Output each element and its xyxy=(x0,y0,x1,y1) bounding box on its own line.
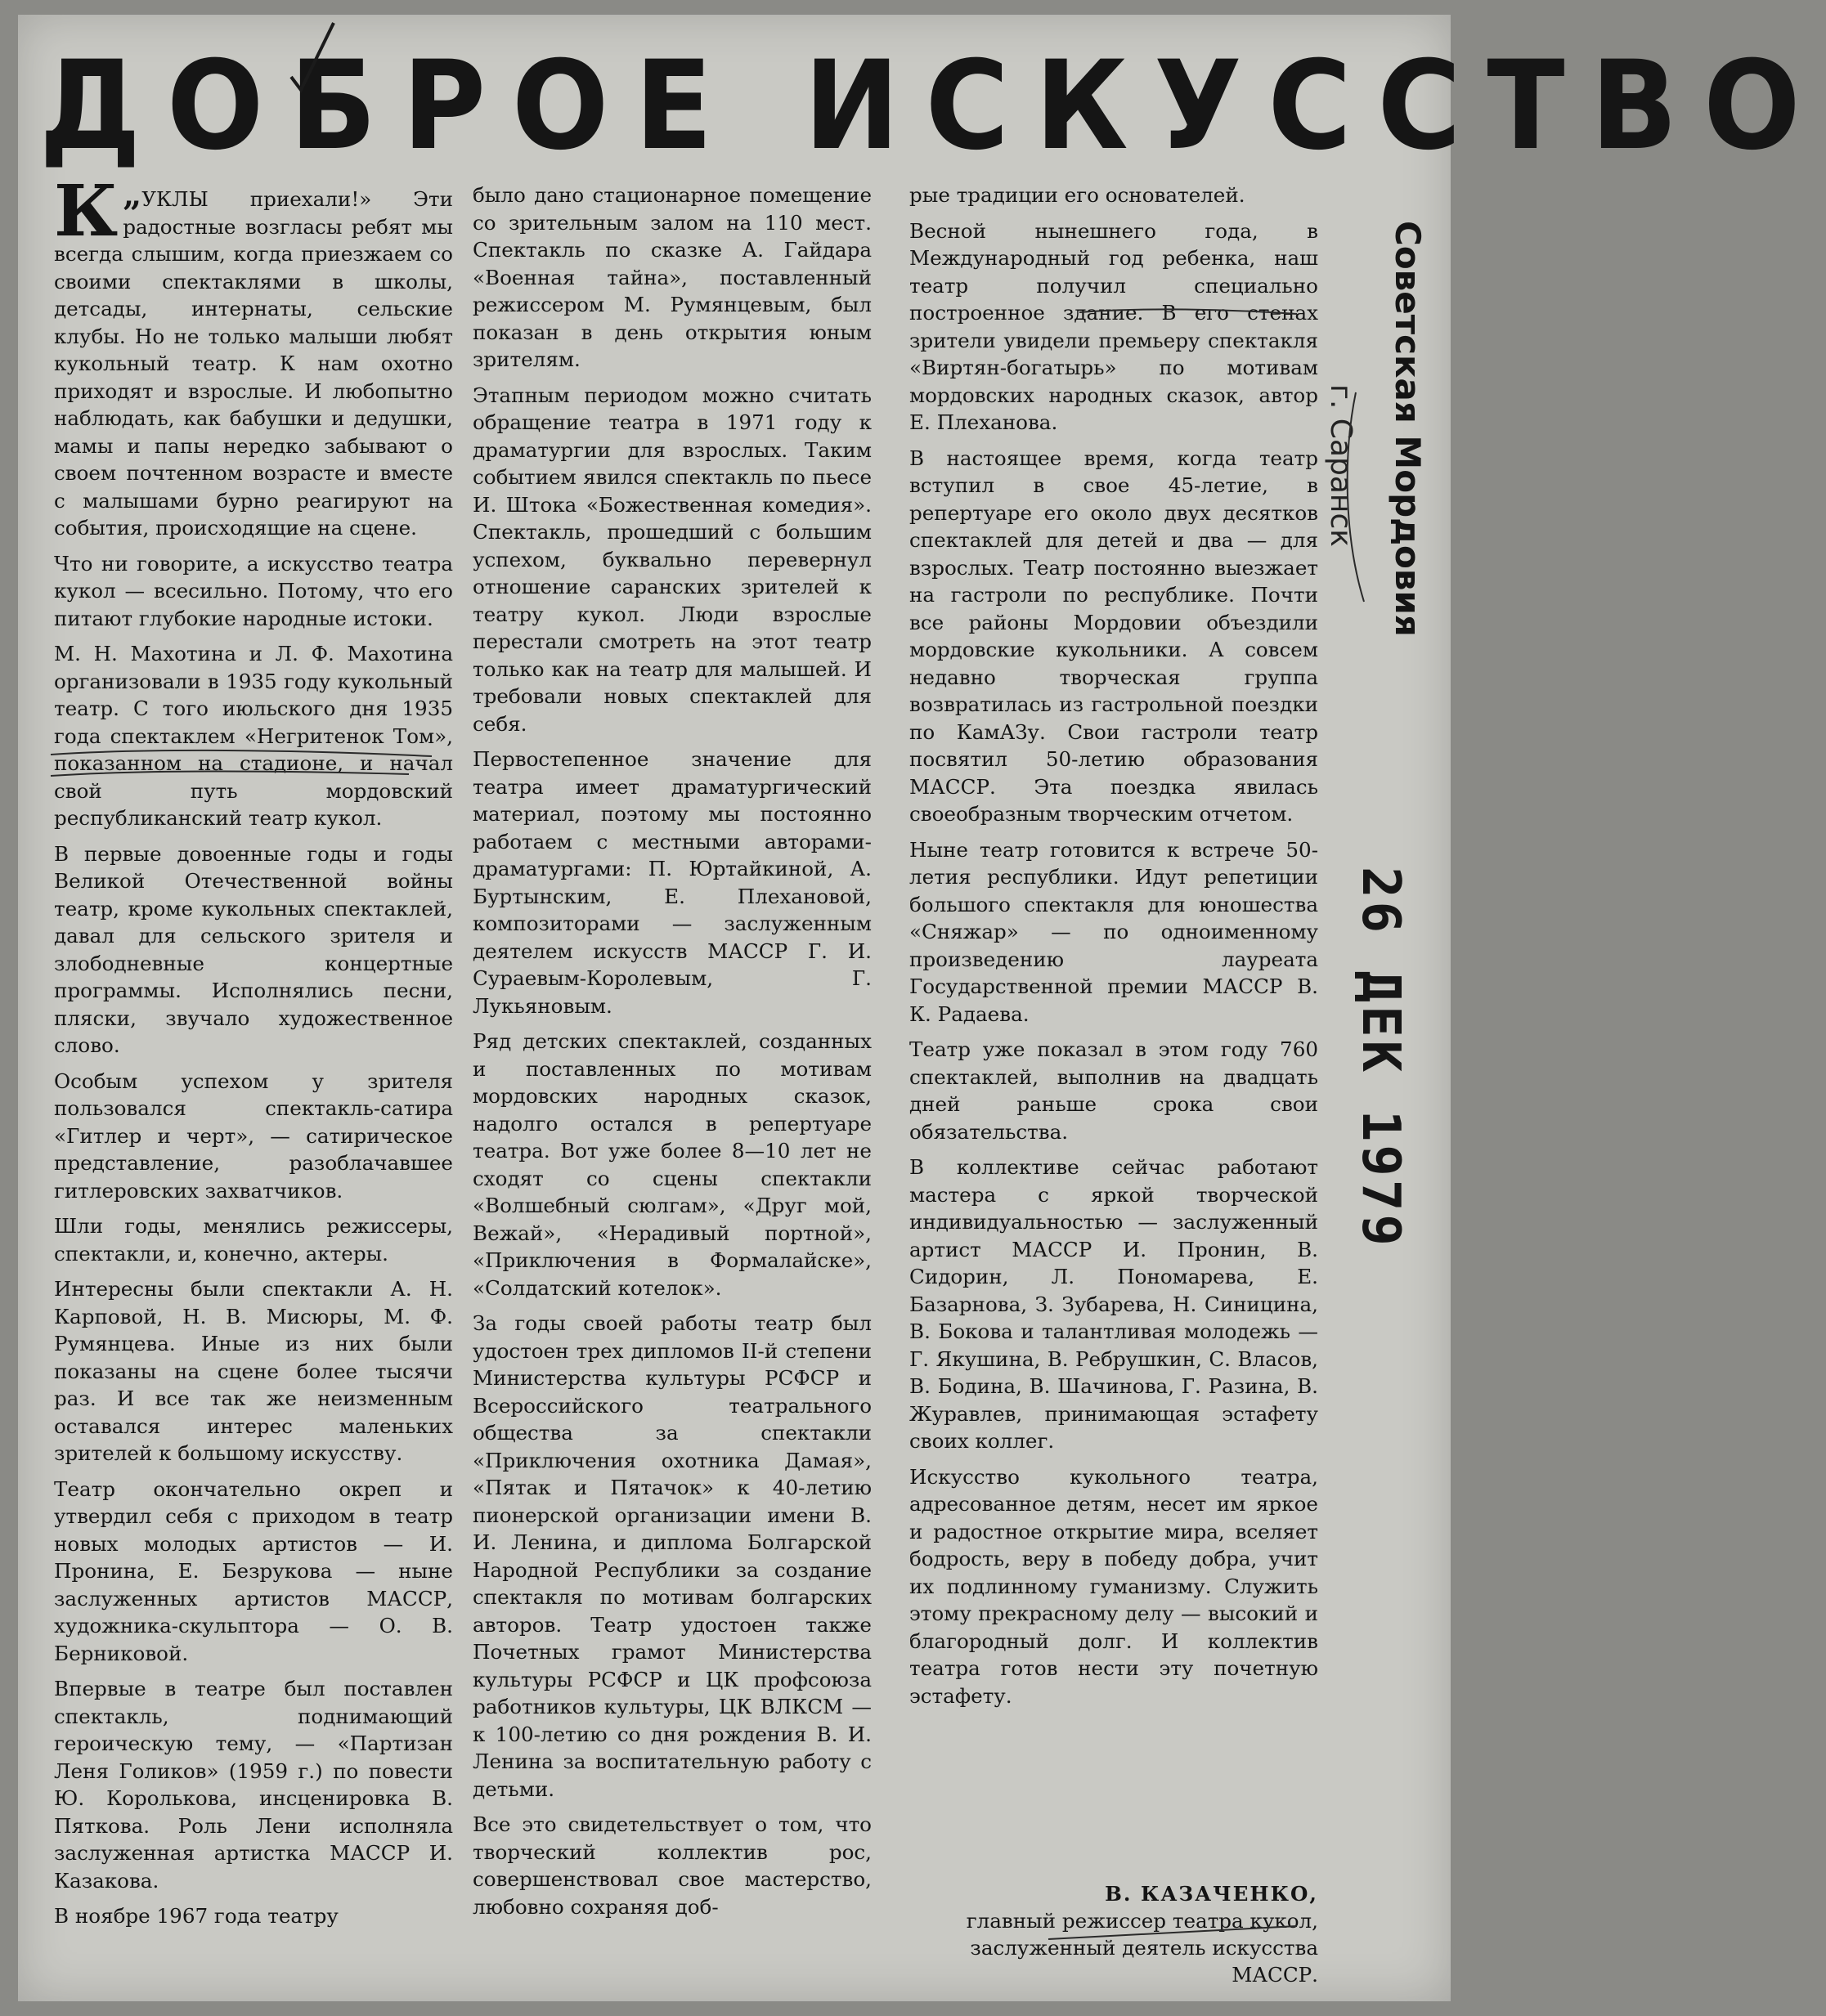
paragraph: Что ни говорите, а искусство театра кукол — всесильно. Потому, что его питают глубокие народные истоки. xyxy=(54,551,453,630)
paragraph: Ныне театр готовится к встрече 50-летия республики. Идут репетиции большого спектакля для юношества «Сняжар» — по одноименному произведению лауреата Государственной премии МАССР В. К. Радаева. xyxy=(909,837,1318,1026)
date-stamp: 26 ДЕК 1979 xyxy=(1350,867,1411,1249)
source-city: г. Саранск xyxy=(1324,384,1357,547)
article-column-2 xyxy=(473,181,872,1920)
paragraph: рые традиции его основателей. xyxy=(909,183,1245,207)
paragraph: было дано стационарное помещение со зрительным залом на 110 мест. Спектакль по сказке А. Гайдара «Военная тайна», поставленный режиссером М. Румянцевым, был показан в день открытия юным зрителям. xyxy=(473,183,872,371)
paragraph: Этапным периодом можно считать обращение театра в 1971 году к драматургии для взрослых. Таким событием явился спектакль по пьесе И. Штока «Божественная комедия». Спектакль, прошедший с большим успехом, буквально перевернул отношение саранских зрителей к театру кукол. Люди взрослые перестали смотреть на этот театр только как на театр для малышей. И требовали новых спектаклей для себя. xyxy=(473,383,872,736)
paragraph: За годы своей работы театр был удостоен трех дипломов II-й степени Министерства культуры РСФСР и Всероссийского театрального общества за спектакли «Приключения охотника Дамая», «Пятак и Пятачок» к 40-летию пионерской организации имени В. И. Ленина, и диплома Болгарской Народной Республики за создание спектакля по мотивам болгарских авторов. Театр удостоен также Почетных грамот Министерства культуры РСФСР и ЦК профсоюза работников культуры, ЦК ВЛКСМ — к 100-летию со дня рождения В. И. Ленина за воспитательную работу с детьми. xyxy=(473,1311,872,1801)
paragraph: Ряд детских спектаклей, созданных и поставленных по мотивам мордовских народных сказок, надолго остался в репертуаре театра. Вот уже более 8—10 лет не сходят со сцены спектакли «Волшебный сюлгам», «Друг мой, Вежай», «Нерадивый портной», «Приключения в Формалайске», «Солдатский котелок». xyxy=(473,1029,872,1300)
pen-bracket-stamp xyxy=(1339,391,1372,603)
author-name: В. КАЗАЧЕНКО, xyxy=(1105,1882,1318,1906)
paragraph: М. Н. Махотина и Л. Ф. Махотина организовали в 1935 году кукольный театр. С того июльского дня 1935 года спектаклем «Негритенок Том», показанном на стадионе, и начал свой путь мордовский республиканский театр кукол. xyxy=(54,642,453,830)
paragraph: В настоящее время, когда театр вступил в свое 45-летие, в репертуаре его около двух десятков спектаклей для детей и два — для взрослых. Театр постоянно выезжает на гастроли по республике. Почти все районы Мордовии объездили мордовские кукольники. А совсем недавно творческая группа возвратилась из гастрольной поездки по КамАЗу. Свои гастроли театр посвятил 50-летию образования МАССР. Эта поездка явилась своеобразным творческим отчетом. xyxy=(909,446,1318,826)
paragraph: Особым успехом у зрителя пользовался спектакль-сатира «Гитлер и черт», — сатирическое представление, разоблачавшее гитлеровских захватчиков. xyxy=(54,1068,453,1203)
headline: ДОБРОЕ ИСКУССТВО xyxy=(39,35,1826,177)
pen-underline-signature xyxy=(1047,1923,1300,1944)
pen-checkmark xyxy=(288,20,337,93)
paragraph: В первые довоенные годы и годы Великой Отечественной войны театр, кроме кукольных спектаклей, давал для сельского зрителя и злободневные концертные программы. Исполнялись песни, пляски, звучало художественное слово. xyxy=(54,841,453,1057)
paragraph: Первостепенное значение для театра имеет драматургический материал, поэтому мы постоянно работаем с местными авторами-драматургами: П. Юртайкиной, А. Буртынским, Е. Плехановой, композиторами — заслуженным деятелем искусств МАССР Г. И. Сураевым-Королевым, Г. Лукьяновым. xyxy=(473,747,872,1018)
paragraph: Театр окончательно окреп и утвердил себя с приходом в театр новых молодых артистов — И. Пронина, Е. Безрукова — ныне заслуженных артистов МАССР, художника-скульптора — О. В. Берниковой. xyxy=(54,1476,453,1665)
source-newspaper: Советская Мордовия xyxy=(1388,221,1428,637)
paragraph xyxy=(54,170,453,542)
paragraph: Интересны были спектакли А. Н. Карповой, Н. В. Мисюры, М. Ф. Румянцева. Иные из них были показаны на сцене более тысячи раз. И все так же неизменным оставался интерес маленьких зрителей к большому искусству. xyxy=(54,1277,453,1465)
paragraph: Искусство кукольного театра, адресованное детям, несет им яркое и радостное открытие мира, вселяет бодрость, веру в победу добра, учит их подлинному гуманизму. Служить этому прекрасному делу — высокий и благородный долг. И коллектив театра готов нести эту почетную эстафету. xyxy=(909,1464,1318,1708)
source-stamp xyxy=(1390,221,1441,679)
pen-underline-col3 xyxy=(1078,304,1299,320)
paragraph: Шли годы, менялись режиссеры, спектакли, и, конечно, актеры. xyxy=(54,1214,453,1266)
paragraph: Театр уже показал в этом году 760 спектаклей, выполнив на двадцать дней раньше срока свои обязательства. xyxy=(909,1037,1318,1144)
opening-quote: „ xyxy=(123,176,142,214)
paragraph-text: УКЛЫ приехали!» Эти радостные возгласы ребят мы всегда слышим, когда приезжаем со своими спектаклями в школы, детсады, интернаты, сельские клубы. Но не только малыши любят кукольный театр. К нам охотно приходят и взрослые. И любопытно наблюдать, как бабушки и дедушки, мамы и папы нередко забывают о своем почтенном возрасте и вместе с малышами бурно реагируют на события, происходящие на сцене. xyxy=(54,187,453,540)
author-title: главный режиссер театра кукол, заслуженный деятель искусства МАССР. xyxy=(966,1909,1318,1987)
paragraph: Весной нынешнего года, в Международный год ребенка, наш театр получил специально построенное здание. В его стенах зрители увидели премьеру спектакля «Виртян-богатырь» по мотивам мордовских народных сказок, автор Е. Плеханова. xyxy=(909,218,1318,434)
paragraph: В коллективе сейчас работают мастера с яркой творческой индивидуальностью — заслуженный артист МАССР И. Пронин, В. Сидорин, Л. Пономарева, Е. Базарнова, З. Зубарева, Н. Синицина, В. Бокова и талантливая молодежь — Г. Якушина, В. Ребрушкин, С. Власов, В. Бодина, В. Шачинова, Г. Разина, В. Журавлев, принимающая эстафету своих коллег. xyxy=(909,1155,1318,1453)
paragraph: Впервые в театре был поставлен спектакль, поднимающий героическую тему, — «Партизан Леня Голиков» (1959 г.) по повести Ю. Королькова, инсценировка В. Пяткова. Роль Лени исполняла заслуженная артистка МАССР И. Казакова. xyxy=(54,1677,453,1893)
paragraph: Все это свидетельствует о том, что творческий коллектив рос, совершенствовал свое мастерство, любовно сохраняя доб- xyxy=(473,1812,872,1919)
pen-underline-col1 xyxy=(49,746,433,779)
drop-cap: К xyxy=(54,170,119,253)
paragraph: В ноябре 1967 года театру xyxy=(54,1904,339,1928)
article-column-3 xyxy=(909,181,1318,1709)
article-column-1 xyxy=(54,170,453,1930)
